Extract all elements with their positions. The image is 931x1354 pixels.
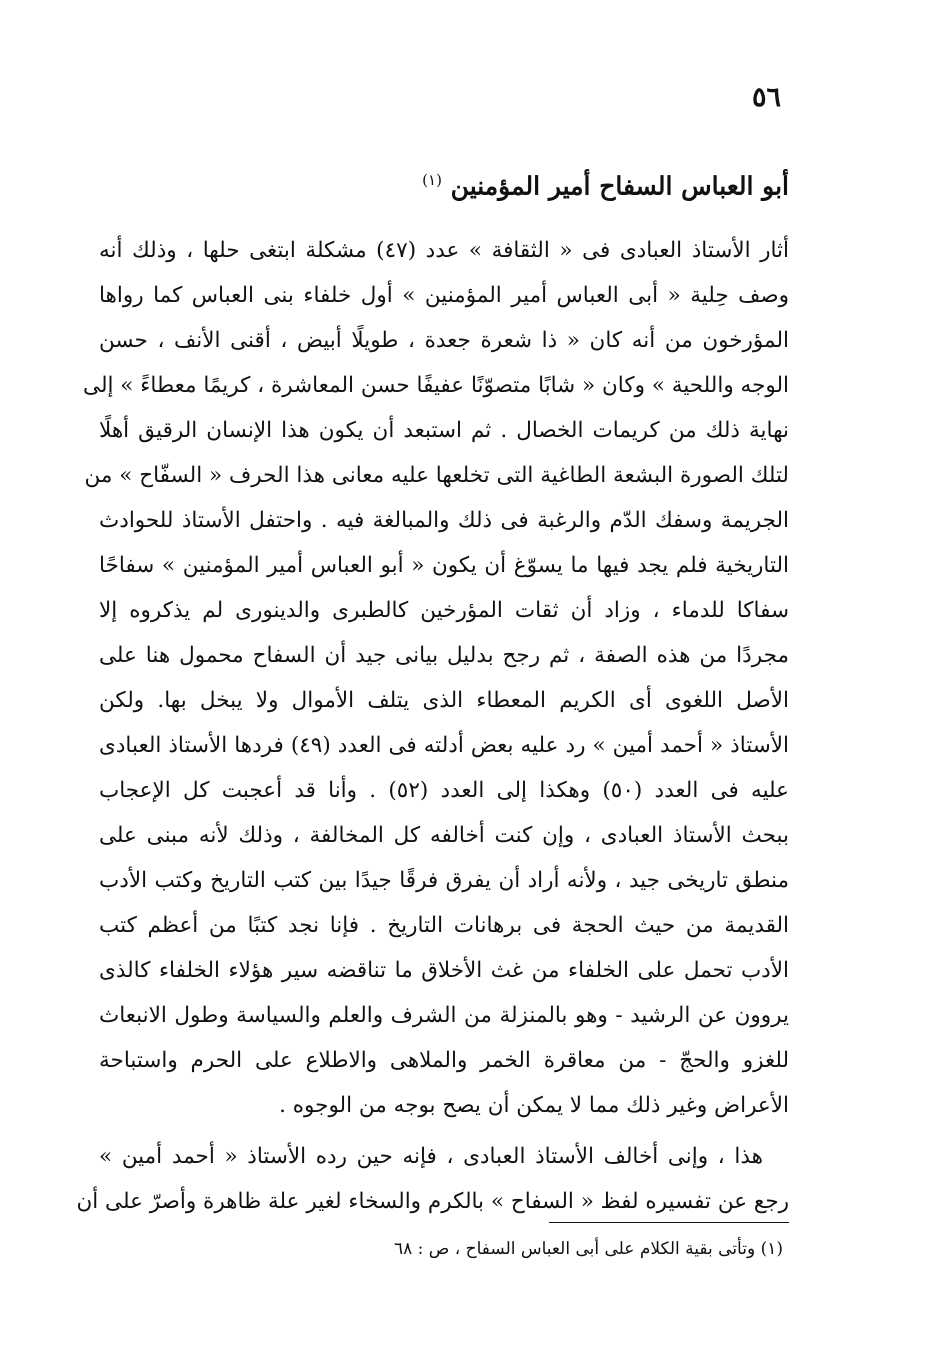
text-line: رجع عن تفسيره لفظ « السفاح » بالكرم والسخاء لغير علة ظاهرة وأصرّ على أن (76, 1189, 789, 1214)
text-line: للغزو والحجّ - من معاقرة الخمر والملاهى والاطلاع على الحرم واستباحة (99, 1048, 789, 1073)
text-line: لتلك الصورة البشعة الطاغية التى تخلعها عليه معانى هذا الحرف « السفّاح » من (84, 463, 789, 488)
text-line: الوجه واللحية » وكان « شابًا متصوّنًا عفيفًا حسن المعاشرة ، كريمًا معطاءً » إلى (83, 373, 789, 398)
text-line: الأدب تحمل على الخلفاء من غث الأخلاق ما تناقضه سير هؤلاء الخلفاء كالذى (99, 958, 789, 983)
text-line: الجريمة وسفك الدّم والرغبة فى ذلك والمبالغة فيه . واحتفل الأستاذ للحوادث (99, 508, 789, 533)
text-line: نهاية ذلك من كريمات الخصال . ثم استبعد أن يكون هذا الإنسان الرقيق أهلًا (99, 418, 789, 443)
text-line: المؤرخون من أنه كان « ذا شعرة جعدة ، طويلًا أبيض ، أقنى الأنف ، حسن (99, 328, 789, 353)
text-line: وصف حِلية « أبى العباس أمير المؤمنين » أول خلفاء بنى العباس كما رواها (99, 283, 789, 308)
paragraph (76, 1134, 789, 1224)
text-line: ببحث الأستاذ العبادى ، وإن كنت أخالفه كل المخالفة ، وذلك لأنه مبنى على (99, 823, 789, 848)
article-body (76, 228, 790, 1224)
article-title (89, 160, 789, 206)
text-line: الأعراض وغير ذلك مما لا يمكن أن يصح بوجه من الوجوه . (279, 1093, 789, 1118)
title-footnote-marker: (١) (422, 171, 442, 189)
text-line: أثار الأستاذ العبادى فى « الثقافة » عدد (٤٧) مشكلة ابتغى حلها ، وذلك أنه (99, 238, 790, 263)
text-line: منطق تاريخى جيد ، ولأنه أراد أن يفرق فرقًا جيدًا بين كتب التاريخ وكتب الأدب (99, 868, 789, 893)
article-title-text: أبو العباس السفاح أمير المؤمنين (450, 171, 789, 201)
text-line: هذا ، وإنى أخالف الأستاذ العبادى ، فإنه حين رده الأستاذ « أحمد أمين » (99, 1144, 763, 1169)
text-line: الأصل اللغوى أى الكريم المعطاء الذى يتلف الأموال ولا يبخل بها. ولكن (99, 688, 789, 713)
text-line: يروون عن الرشيد - وهو بالمنزلة من الشرف والعلم والسياسة وطول الانبعاث (99, 1003, 789, 1028)
text-line: القديمة من حيث الحجة فى برهانات التاريخ . فإنا نجد كتبًا من أعظم كتب (99, 913, 789, 938)
text-line: الأستاذ « أحمد أمين » رد عليه بعض أدلته فى العدد (٤٩) فردها الأستاذ العبادى (99, 733, 789, 758)
text-line: عليه فى العدد (٥٠) وهكذا إلى العدد (٥٢) . وأنا قد أعجبت كل الإعجاب (99, 778, 789, 803)
paragraph (83, 228, 790, 1128)
footnote-separator (549, 1222, 789, 1223)
page-number: ٥٦ (751, 82, 781, 113)
text-line: سفاكا للدماء ، وزاد أن ثقات المؤرخين كالطبرى والدينورى لم يذكروه إلا (99, 598, 789, 623)
text-line: التاريخية فلم يجد فيها ما يسوّغ أن يكون « أبو العباس أمير المؤمنين » سفاحًا (99, 553, 789, 578)
text-line: مجردًا من هذه الصفة ، ثم رجح بدليل بيانى جيد أن السفاح محمول هنا على (99, 643, 789, 668)
footnote: (١) وتأتى بقية الكلام على أبى العباس السفاح ، ص : ٦٨ (394, 1239, 783, 1259)
